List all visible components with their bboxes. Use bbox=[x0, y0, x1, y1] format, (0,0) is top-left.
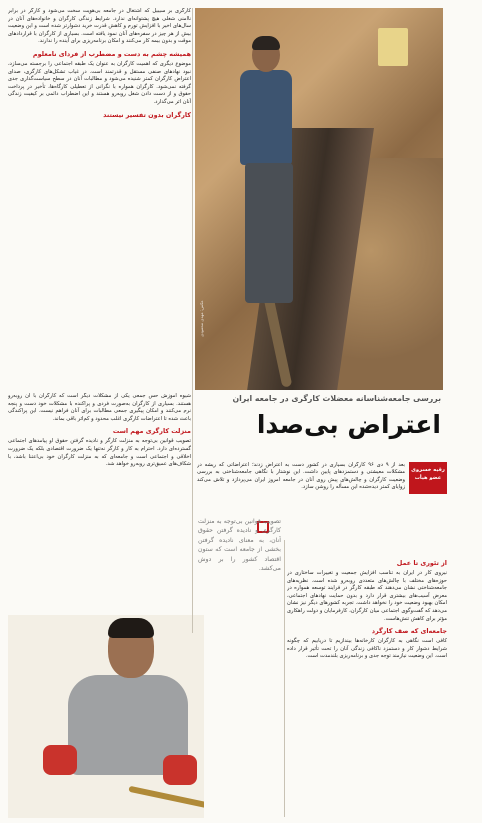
worker-portrait bbox=[38, 615, 188, 818]
article-series: بررسی جامعه‌شناسانه معضلات کارگری در جامعه ایران bbox=[232, 394, 441, 403]
bottom-photo-welder bbox=[8, 615, 204, 818]
sub-heading: کارگران بدون تفسیر نیستند bbox=[103, 110, 191, 119]
column-divider bbox=[192, 8, 193, 633]
author-badge: رقیه خسروی عضو هیأت bbox=[409, 462, 447, 494]
photo-credit: عکس: مهدی محمودی bbox=[199, 300, 204, 337]
bucket bbox=[378, 28, 408, 66]
column-divider bbox=[284, 540, 285, 817]
article-column-left-middle bbox=[8, 393, 191, 633]
pull-quote: تصویب قوانین بی‌توجه به منزلت کارگری و نادیده گرفتن حقوق آنان، به معنای نادیده گرفتن بخشی از جامعه است که ستون اقتصاد کشور را بر دوش می‌کشد. bbox=[198, 518, 281, 573]
article-column-right bbox=[287, 555, 447, 817]
body-paragraph: کافی است نگاهی به کارگران کارخانه‌ها بیندازیم تا دریابیم که چگونه شرایط دشوار کار و دستمزد ناکافی زندگی آنان را تحت تأثیر قرار داده است. این وضعیت نیازمند توجه جدی و برنامه‌ریزی بلندمدت است. bbox=[287, 638, 447, 660]
body-paragraph: نیروی کار در ایران به تناسب افزایش جمعیت و تغییرات ساختاری در حوزه‌های مختلف با چالش‌های متعددی روبه‌رو شده است. نظریه‌های جامعه‌شناختی نشان می‌دهند که طبقه کارگر در فرایند توسعه همواره در معرض آسیب‌های بیشتری قرار دارد و بدون حمایت نهادهای اجتماعی، امکان بهبود وضعیت خود را نخواهد داشت. تجربه کشورهای دیگر نیز نشان می‌دهد که گفت‌وگوی اجتماعی میان کارگران، کارفرمایان و دولت راهکاری مؤثر برای کاهش تنش‌هاست. bbox=[287, 570, 447, 622]
main-photo-worker-trench bbox=[195, 8, 443, 390]
article-column-left-top bbox=[8, 8, 191, 388]
body-paragraph: موضوع دیگری که اهمیت کارگران به عنوان یک طبقه اجتماعی را برجسته می‌سازد، نبود نهادهای صنفی مستقل و قدرتمند است. در غیاب تشکل‌های کارگری، صدای اعتراض کارگران کمتر شنیده می‌شود و مطالبات آنان در سطح سیاست‌گذاری جدی گرفته نمی‌شود. کارگران همواره با نگرانی از تعطیلی کارگاه‌ها، تأخیر در پرداخت حقوق و از دست دادن شغل روبه‌رو هستند و این اضطراب دائمی بر کیفیت زندگی آنان اثر می‌گذارد. bbox=[8, 60, 191, 105]
worker-figure bbox=[230, 38, 300, 308]
body-paragraph: شیوه آموزش حس جمعی یکی از مشکلات دیگر است که کارگران با آن روبه‌رو هستند. بسیاری از کارگران به‌صورت فردی و پراکنده با مشکلات خود دست و پنجه نرم می‌کنند و امکان پیگیری جمعی مطالبات برای آنان فراهم نیست. این پراکندگی باعث شده تا اعتراضات کارگری اغلب محدود و کم‌اثر باقی بماند. bbox=[8, 393, 191, 422]
body-paragraph: کارگری بر سیبیل که اشتغال در جامعه بی‌هویت سخت می‌شود و کارگر در برابر ناامنی شغلی هیچ پشتوانه‌ای ندارد. شرایط زندگی کارگران و خانواده‌های آنان در سال‌های اخیر با افزایش تورم و کاهش قدرت خرید دشوارتر شده است و این وضعیت بیش از هر چیز در سفره‌های آنان نمود یافته است. بسیاری از کارگران با قراردادهای موقت و بدون بیمه کار می‌کنند و امکان برنامه‌ریزی برای آینده را ندارند. bbox=[8, 8, 191, 45]
sub-heading: منزلت کارگری مهم است bbox=[112, 427, 191, 436]
sub-heading: جامعه‌ای که صف کارگرد bbox=[371, 627, 447, 636]
sub-heading: همیشه چشم به دست و مضطرب از فردای نامعلوم bbox=[32, 49, 191, 58]
sub-heading: از تئوری تا عمل bbox=[396, 559, 447, 567]
article-headline: اعتراض بی‌صدا bbox=[256, 410, 441, 439]
body-paragraph: تصویب قوانین بی‌توجه به منزلت کارگر و نادیده گرفتن حقوق او پیامدهای اجتماعی گسترده‌ای دارد. احترام به کار و کارگر نه‌تنها یک ضرورت اقتصادی بلکه یک ضرورت اخلاقی و اجتماعی است و جامعه‌ای که به منزلت کارگران خود بی‌اعتنا باشد، با شکاف‌های عمیق‌تری روبه‌رو خواهد شد. bbox=[8, 438, 191, 468]
lead-paragraph: بعد از ۹ دی ۹۶ کارگران بسیاری در کشور دست به اعتراض زدند؛ اعتراضاتی که ریشه در مشکلات معیشتی و دستمزدهای پایین داشت. این نوشتار با نگاهی جامعه‌شناختی به بررسی وضعیت کارگران و چالش‌های پیش روی آنان در جامعه امروز ایران می‌پردازد و تلاش می‌کند زوایای کمتر دیده‌شده این مسأله را روشن سازد. bbox=[197, 462, 405, 491]
